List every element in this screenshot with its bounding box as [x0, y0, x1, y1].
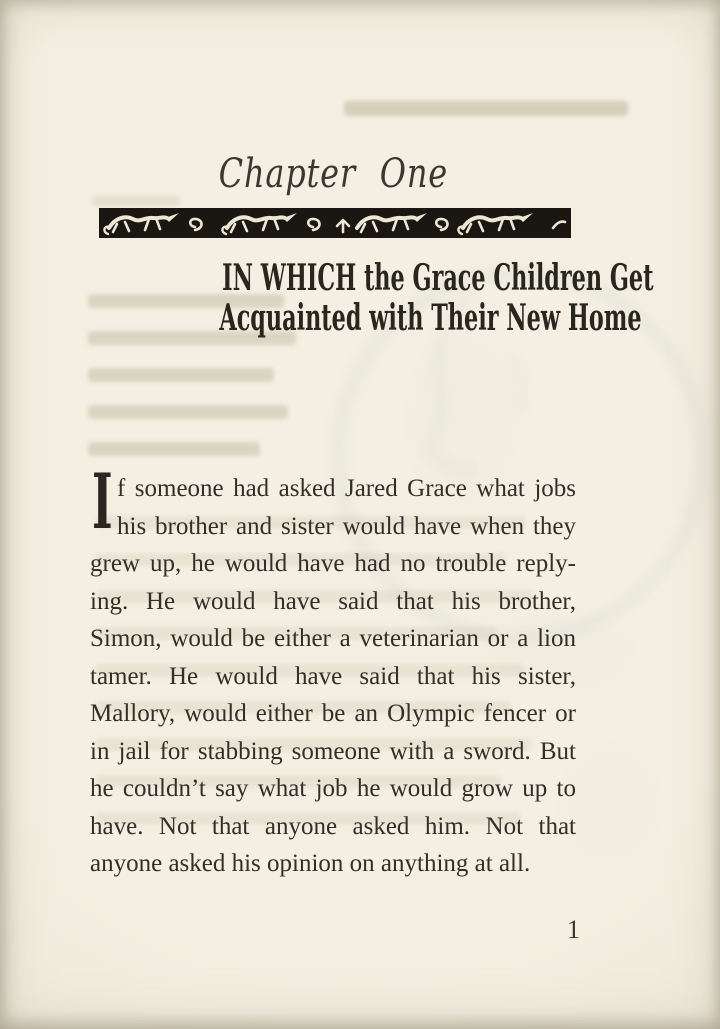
chapter-label-text: Chapter One — [218, 151, 448, 197]
body-line: ing. He would have said that his brother, — [90, 587, 576, 615]
chapter-title-line2: Acquainted with Their New Home — [219, 297, 642, 339]
body-line: Mallory, would either be an Olympic fencer or — [90, 700, 576, 727]
drop-cap: I — [92, 457, 113, 546]
body-line: have. Not that anyone asked him. Not that — [90, 812, 576, 840]
body-line: his brother and sister would have when they — [117, 512, 576, 540]
chapter-title-line1: IN WHICH the Grace Children Get — [222, 257, 654, 299]
body-line: he couldn’t say what job he would grow up to — [90, 775, 576, 802]
chapter-title — [90, 257, 654, 339]
body-line: f someone had asked Jared Grace what jobs — [117, 475, 576, 502]
page-number: 1 — [567, 915, 580, 944]
body-line: Simon, would be either a veterinarian or a lion — [90, 625, 576, 652]
body-line: tamer. He would have said that his sister, — [90, 662, 576, 690]
hound-frieze-ornament-icon — [99, 208, 571, 238]
body-line: in jail for stabbing someone with a sword. But — [90, 737, 576, 765]
body-line: anyone asked his opinion on anything at all. — [90, 850, 531, 877]
body-text — [90, 457, 576, 883]
chapter-label — [90, 148, 576, 200]
body-line: grew up, he would have had no trouble reply- — [90, 550, 576, 577]
